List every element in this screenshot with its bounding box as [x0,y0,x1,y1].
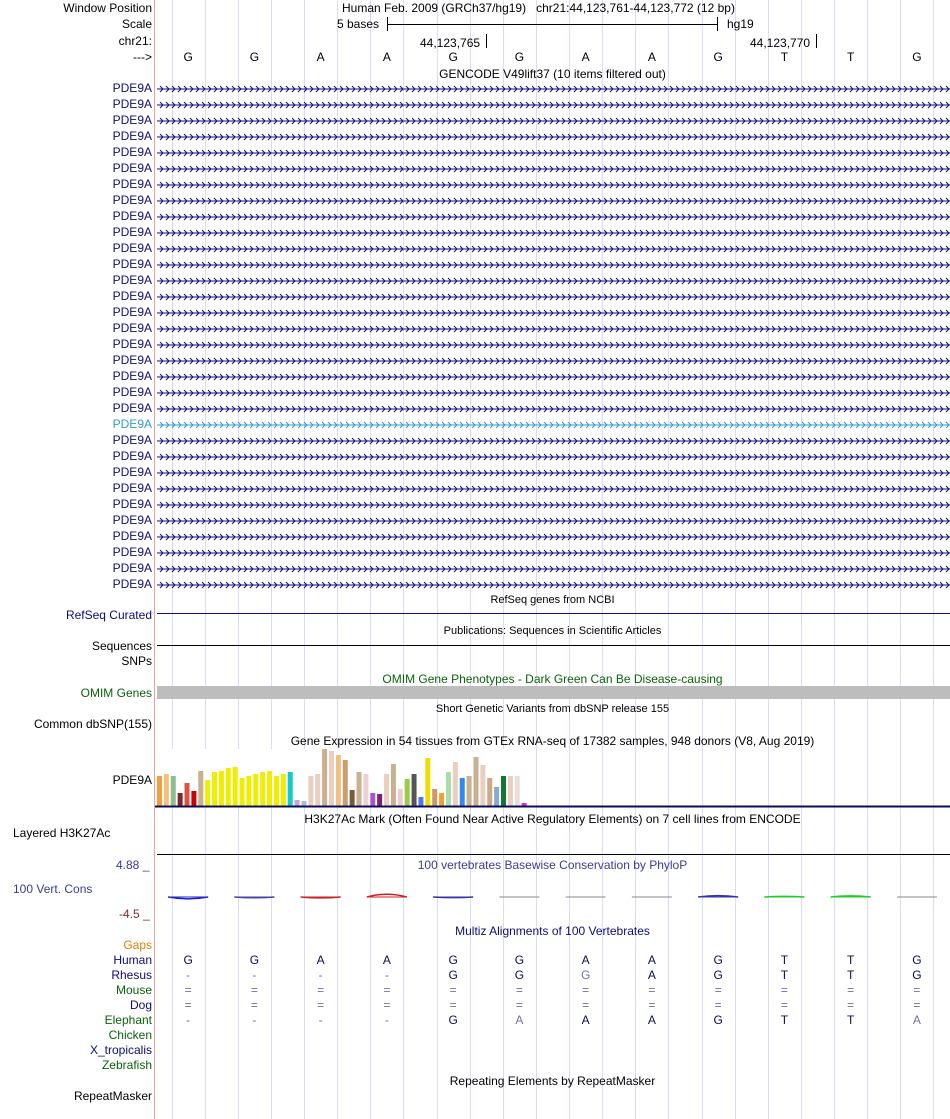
gencode-transcript[interactable] [157,501,950,509]
gencode-transcript[interactable] [157,325,950,333]
gtex-tissue-bar [432,789,437,806]
multiz-base: = [383,983,391,997]
multiz-base: G [713,953,723,967]
gencode-transcript[interactable] [157,293,950,301]
reference-base: A [316,50,325,64]
gencode-transcript[interactable] [157,261,950,269]
gencode-transcript[interactable] [157,421,950,429]
gtex-tissue-bar [425,758,430,806]
multiz-base: G [713,1013,723,1027]
gtex-tissue-bar [329,751,334,806]
multiz-species-label[interactable]: Human [113,953,152,967]
multiz-base: = [648,998,656,1012]
reference-base: T [780,50,789,64]
gencode-gene-label[interactable]: PDE9A [112,449,152,463]
gencode-gene-label[interactable]: PDE9A [112,97,152,111]
dbsnp-title[interactable]: Short Genetic Variants from dbSNP release 155 [435,703,670,715]
gencode-gene-label[interactable]: PDE9A [112,257,152,271]
gtex-tissue-bar [480,765,485,806]
h3k27ac-baseline [157,854,950,855]
phylop-plot[interactable] [155,872,950,922]
scale-bar-left-tick [387,17,388,31]
multiz-base: A [382,953,391,967]
multiz-base: = [184,998,192,1012]
multiz-base: A [581,953,590,967]
gtex-tissue-bar [384,774,389,806]
gencode-gene-label[interactable]: PDE9A [112,529,152,543]
gtex-tissue-bar [412,774,417,806]
gencode-gene-label[interactable]: PDE9A [112,545,152,559]
multiz-base: = [847,983,855,997]
reference-base: T [846,50,855,64]
omim-label[interactable]: OMIM Genes [80,686,152,700]
gencode-gene-label[interactable]: PDE9A [112,401,152,415]
phylop-max-label: 4.88 _ [116,858,150,872]
tick-label-2: 44,123,770 [750,36,811,50]
scale-label: Scale [121,17,152,31]
multiz-base: = [648,983,656,997]
phylop-value [234,897,274,898]
gtex-tissue-bar [398,789,403,806]
gencode-gene-label[interactable]: PDE9A [112,305,152,319]
multiz-title[interactable]: Multiz Alignments of 100 Vertebrates [455,924,650,938]
gencode-transcript[interactable] [157,149,950,157]
dbsnp-label[interactable]: Common dbSNP(155) [33,717,152,731]
multiz-base: = [780,998,788,1012]
gencode-gene-label[interactable]: PDE9A [112,161,152,175]
gencode-transcript[interactable] [157,389,950,397]
multiz-base: G [249,953,260,967]
gtex-tissue-bar [418,797,423,806]
gtex-tissue-bar [315,774,320,806]
multiz-base: = [913,983,921,997]
gtex-tissue-bar [205,780,210,806]
phylop-min-label: -4.5 _ [119,907,150,921]
multiz-base: = [780,983,788,997]
gtex-tissue-bar [308,776,313,806]
gtex-tissue-bar [185,783,190,806]
gaps-label[interactable]: Gaps [123,938,152,952]
gencode-gene-label[interactable]: PDE9A [112,369,152,383]
gtex-tissue-bar [467,776,472,806]
gencode-gene-label[interactable]: PDE9A [112,577,152,591]
phylop-title[interactable]: 100 vertebrates Basewise Conservation by PhyloP [417,858,688,872]
multiz-base: = [515,983,523,997]
gtex-tissue-bar [473,757,478,806]
snps-label[interactable]: SNPs [121,654,152,668]
multiz-species-label[interactable]: Zebrafish [101,1058,152,1072]
reference-base: G [448,50,458,64]
gencode-gene-label[interactable]: PDE9A [112,81,152,95]
repeatmasker-title[interactable]: Repeating Elements by RepeatMasker [449,1074,656,1088]
gtex-title[interactable]: Gene Expression in 54 tissues from GTEx RNA-seq of 17382 samples, 948 donors (V8, Aug 2019) [290,734,815,748]
gencode-gene-label[interactable]: PDE9A [112,177,152,191]
gtex-tissue-bar [295,800,300,806]
gencode-transcript[interactable] [157,85,950,93]
gtex-tissue-bar [343,760,348,806]
gtex-tissue-bar [363,774,368,806]
tick-mark-2 [816,34,817,48]
multiz-base: A [316,953,325,967]
gencode-gene-label[interactable]: PDE9A [112,433,152,447]
multiz-base: = [317,998,325,1012]
gtex-tissue-bar [501,776,506,806]
phylop-label[interactable]: 100 Vert. Cons [13,882,93,896]
multiz-base: = [449,983,457,997]
multiz-species-label[interactable]: Rhesus [111,968,152,982]
refseq-label[interactable]: RefSeq Curated [65,608,152,622]
gtex-tissue-bar [301,801,306,806]
publications-line [157,645,950,646]
gtex-tissue-bar [350,790,355,806]
multiz-species-label[interactable]: Elephant [104,1013,152,1027]
multiz-base: G [448,968,458,982]
track-left-border [154,0,155,1119]
multiz-base: - [252,1013,257,1027]
omim-title[interactable]: OMIM Gene Phenotypes - Dark Green Can Be Disease-causing [382,672,723,686]
multiz-base: T [780,1013,789,1027]
scale-bar [387,24,717,25]
multiz-base: = [714,983,722,997]
multiz-base: G [448,1013,458,1027]
gencode-gene-label[interactable]: PDE9A [112,385,152,399]
gtex-bar-chart[interactable] [155,747,950,808]
gtex-tissue-bar [336,755,341,806]
reference-base: A [647,50,656,64]
gencode-gene-label[interactable]: PDE9A [112,113,152,127]
gtex-tissue-bar [405,779,410,806]
multiz-base: = [847,998,855,1012]
multiz-base: T [780,953,789,967]
gencode-transcript[interactable] [157,517,950,525]
multiz-species-label[interactable]: Mouse [115,983,152,997]
multiz-base: T [780,968,789,982]
gtex-tissue-bar [460,778,465,806]
multiz-base: = [582,998,590,1012]
gtex-label[interactable]: PDE9A [112,773,152,787]
gencode-transcript[interactable] [157,133,950,141]
multiz-base: T [846,953,855,967]
reference-base: G [912,50,922,64]
gencode-transcript[interactable] [157,453,950,461]
refseq-line [157,613,950,614]
phylop-value [764,896,804,897]
gtex-tissue-bar [171,776,176,806]
gtex-tissue-bar [439,793,444,806]
chrom-label: chr21: [118,34,152,48]
gencode-transcript[interactable] [157,533,950,541]
gencode-transcript[interactable] [157,357,950,365]
gtex-tissue-bar [226,768,231,806]
reference-base: A [581,50,590,64]
gencode-gene-label[interactable]: PDE9A [112,561,152,575]
gtex-tissue-bar [191,791,196,806]
gencode-transcript[interactable] [157,181,950,189]
gencode-transcript[interactable] [157,549,950,557]
gencode-transcript[interactable] [157,581,950,589]
multiz-base: = [250,998,258,1012]
reference-base: G [183,50,193,64]
gtex-tissue-bar [494,787,499,806]
multiz-base: - [318,1013,323,1027]
window-position-label: Window Position [63,1,152,15]
gencode-transcript[interactable] [157,117,950,125]
multiz-base: G [580,968,591,982]
tick-mark-1 [486,34,487,48]
gencode-title[interactable]: GENCODE V49lift37 (10 items filtered out) [439,67,666,81]
multiz-base: = [317,983,325,997]
gencode-gene-label[interactable]: PDE9A [112,129,152,143]
multiz-base: A [647,953,656,967]
multiz-base: = [449,998,457,1012]
gencode-transcript[interactable] [157,197,950,205]
multiz-base: - [186,1013,191,1027]
multiz-base: = [913,998,921,1012]
gtex-tissue-bar [377,794,382,806]
gencode-transcript[interactable] [157,277,950,285]
gencode-gene-label[interactable]: PDE9A [112,241,152,255]
gtex-tissue-bar [391,764,396,806]
multiz-base: A [647,1013,656,1027]
multiz-base: = [383,998,391,1012]
gencode-gene-label[interactable]: PDE9A [112,225,152,239]
gtex-tissue-bar [219,771,224,806]
tick-label-1: 44,123,765 [420,36,481,50]
multiz-base: G [514,953,525,967]
gencode-gene-label[interactable]: PDE9A [112,513,152,527]
gencode-transcript[interactable] [157,405,950,413]
multiz-base: G [912,968,922,982]
multiz-base: G [713,968,723,982]
multiz-base: - [384,968,389,982]
multiz-species-label[interactable]: Chicken [108,1028,152,1042]
gencode-transcript[interactable] [157,165,950,173]
gtex-tissue-bar [212,772,217,806]
gtex-tissue-bar [487,778,492,806]
gencode-transcript[interactable] [157,245,950,253]
multiz-base: G [912,953,922,967]
gtex-tissue-bar [157,776,162,806]
gtex-tissue-bar [178,793,183,806]
gencode-gene-label[interactable]: PDE9A [112,481,152,495]
gtex-tissue-bar [233,767,238,806]
omim-gene-bar[interactable] [157,686,950,699]
multiz-base: T [846,1013,855,1027]
gencode-gene-label[interactable]: PDE9A [112,465,152,479]
gtex-tissue-bar [357,772,362,806]
gencode-gene-label[interactable]: PDE9A [112,289,152,303]
multiz-base: A [912,1013,921,1027]
gtex-tissue-bar [370,793,375,806]
h3k27ac-label[interactable]: Layered H3K27Ac [13,826,111,840]
h3k27ac-title[interactable]: H3K27Ac Mark (Often Found Near Active Regulatory Elements) on 7 cell lines from ENCODE [304,812,801,826]
gencode-transcript[interactable] [157,565,950,573]
multiz-base: A [647,968,656,982]
multiz-base: A [515,1013,524,1027]
multiz-species-label[interactable]: X_tropicalis [89,1043,152,1057]
gtex-tissue-bar [240,778,245,806]
multiz-base: - [186,968,191,982]
gencode-gene-label[interactable]: PDE9A [112,273,152,287]
multiz-base: = [582,983,590,997]
gencode-gene-label[interactable]: PDE9A [112,417,152,431]
gencode-transcript[interactable] [157,309,950,317]
multiz-base: = [250,983,258,997]
multiz-base: G [448,953,458,967]
gencode-transcript[interactable] [157,229,950,237]
scale-text: 5 bases [337,17,380,31]
gtex-tissue-bar [164,774,169,806]
reference-base: A [382,50,391,64]
repeatmasker-label[interactable]: RepeatMasker [73,1089,152,1103]
multiz-base: = [184,983,192,997]
gtex-tissue-bar [508,776,513,806]
phylop-value [433,897,473,898]
gencode-gene-label[interactable]: PDE9A [112,145,152,159]
assembly-text: Human Feb. 2009 (GRCh37/hg19) chr21:44,123,761-44,123,772 (12 bp) [342,1,735,15]
gencode-transcript[interactable] [157,469,950,477]
reference-base: G [514,50,525,64]
gtex-tissue-bar [453,762,458,806]
multiz-base: - [318,968,323,982]
multiz-base: G [183,953,193,967]
gtex-tissue-bar [274,776,279,806]
multiz-base: = [714,998,722,1012]
gtex-tissue-bar [267,771,272,806]
gencode-gene-label[interactable]: PDE9A [112,209,152,223]
gencode-transcript[interactable] [157,437,950,445]
gencode-gene-label[interactable]: PDE9A [112,353,152,367]
gtex-tissue-bar [253,774,258,806]
gtex-tissue-bar [515,776,520,806]
gtex-tissue-bar [246,776,251,806]
gtex-tissue-bar [322,749,327,806]
gencode-transcript[interactable] [157,485,950,493]
multiz-base: T [846,968,855,982]
multiz-base: A [581,1013,590,1027]
gencode-gene-label[interactable]: PDE9A [112,337,152,351]
gencode-gene-label[interactable]: PDE9A [112,497,152,511]
gtex-tissue-bar [198,771,203,806]
strand-label: ---> [133,50,152,64]
gencode-transcript[interactable] [157,101,950,109]
scale-bar-right-tick [717,17,718,31]
publications-title[interactable]: Publications: Sequences in Scientific Articles [443,625,662,637]
reference-base: G [249,50,260,64]
multiz-species-label[interactable]: Dog [129,998,152,1012]
gencode-transcript[interactable] [157,341,950,349]
gencode-gene-label[interactable]: PDE9A [112,321,152,335]
gencode-transcript[interactable] [157,373,950,381]
gtex-tissue-bar [260,772,265,806]
publications-label[interactable]: Sequences [91,639,152,653]
multiz-base: - [252,968,257,982]
multiz-base: - [384,1013,389,1027]
gencode-gene-label[interactable]: PDE9A [112,193,152,207]
refseq-title[interactable]: RefSeq genes from NCBI [490,594,615,606]
multiz-base: = [515,998,523,1012]
gencode-transcript[interactable] [157,213,950,221]
gtex-tissue-bar [288,772,293,806]
gtex-tissue-bar [281,774,286,806]
gtex-tissue-bar [446,772,451,806]
multiz-base: G [514,968,525,982]
reference-base: G [713,50,723,64]
scale-db: hg19 [727,17,754,31]
